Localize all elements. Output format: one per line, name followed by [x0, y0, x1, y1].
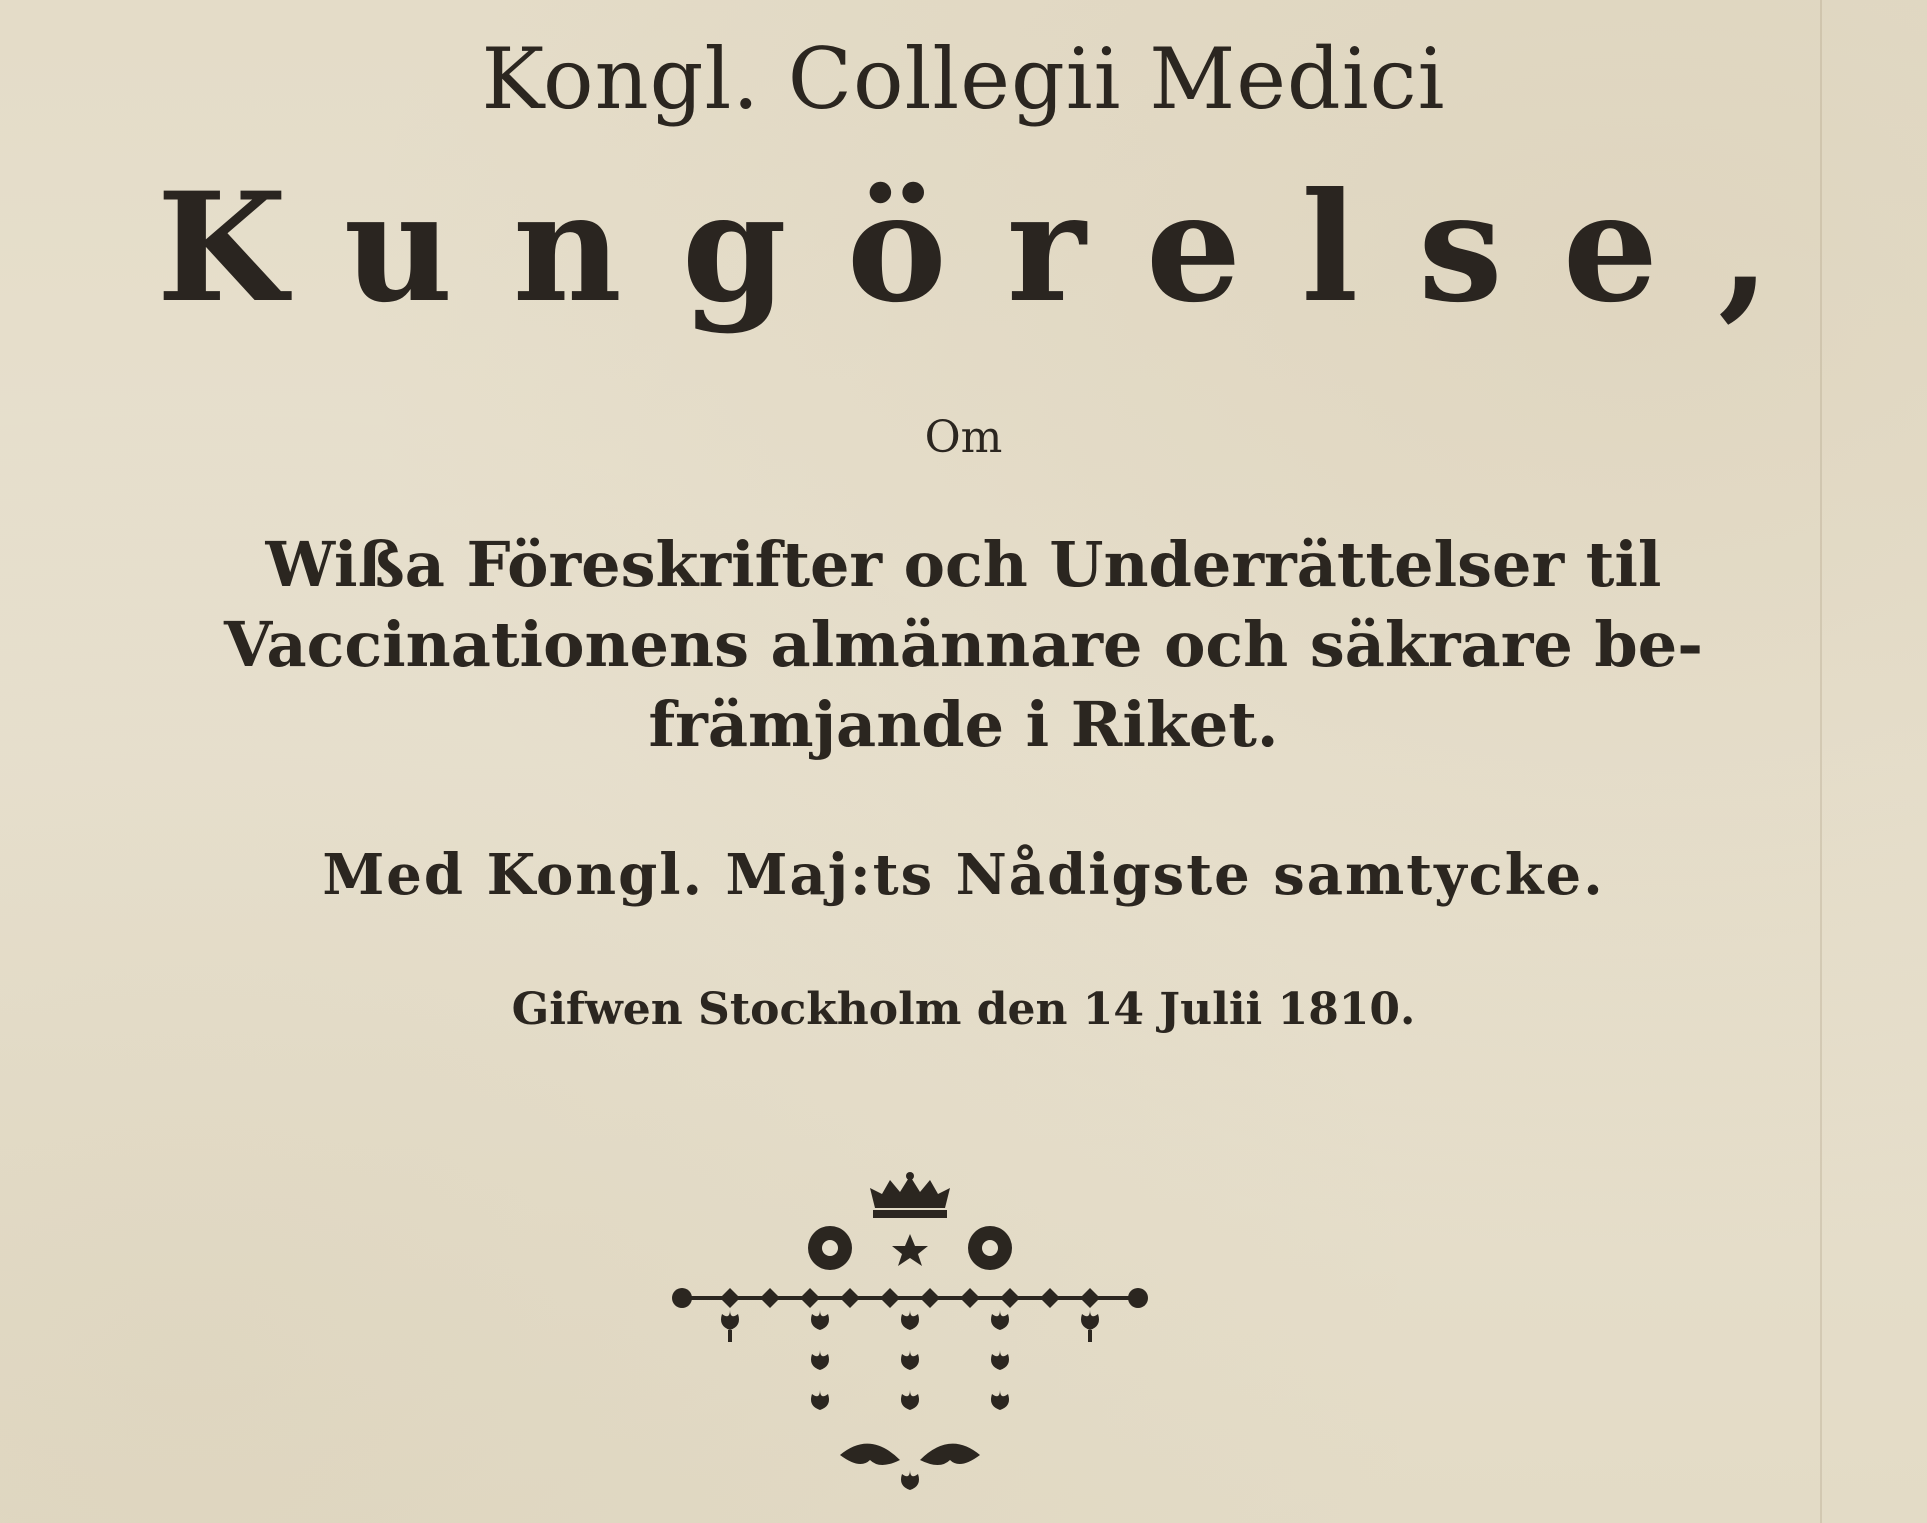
subject-line-3: främjande i Riket.	[648, 688, 1279, 761]
royal-crown-ornament-icon	[660, 1170, 1160, 1500]
preposition-text: Om	[924, 412, 1003, 463]
document-title: Kungörelse,	[156, 160, 1831, 336]
subject-line-2: Vaccinationens almännare och säkrare be-	[224, 608, 1703, 681]
collegium-heading: Kongl. Collegii Medici	[481, 30, 1446, 128]
date-line: Gifwen Stockholm den 14 Julii 1810.	[511, 984, 1416, 1035]
subject-line-1: Wißa Föreskrifter och Underrättelser til	[265, 528, 1662, 601]
subject-block	[0, 525, 1927, 765]
royal-consent-line: Med Kongl. Maj:ts Nådigste samtycke.	[322, 842, 1605, 908]
